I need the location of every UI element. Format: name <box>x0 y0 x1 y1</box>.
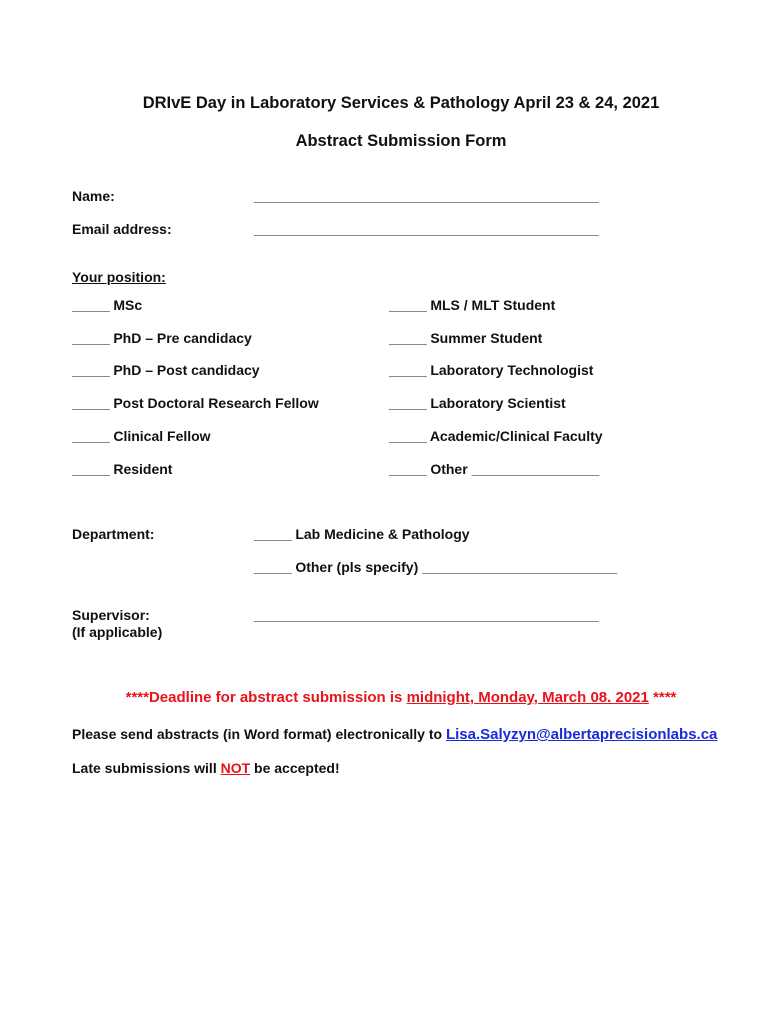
email-label: Email address: <box>72 221 172 237</box>
checkbox-blank[interactable]: _____ <box>389 330 427 346</box>
checkbox-blank[interactable]: _____ <box>389 395 427 411</box>
contact-email-link[interactable]: Lisa.Salyzyn@albertaprecisionlabs.ca <box>445 726 718 743</box>
late-suffix: be accepted! <box>254 760 340 776</box>
form-title: DRIvE Day in Laboratory Services & Pathology April 23 & 24, 2021 <box>142 94 660 112</box>
checkbox-blank[interactable]: _____ <box>72 395 110 411</box>
position-option[interactable] <box>72 362 260 378</box>
option-label: Clinical Fellow <box>113 428 211 444</box>
position-option[interactable] <box>389 461 599 477</box>
position-option[interactable] <box>72 461 172 477</box>
form-subtitle: Abstract Submission Form <box>295 132 507 150</box>
position-option[interactable] <box>72 330 252 346</box>
other-specify-field[interactable]: __________________________ <box>422 559 617 575</box>
option-label: Resident <box>113 461 173 477</box>
option-label: Other (pls specify) <box>295 559 419 575</box>
send-text: Please send abstracts (in Word format) electronically to <box>72 726 443 742</box>
position-option[interactable] <box>389 428 603 444</box>
deadline-prefix: ****Deadline for abstract submission is <box>125 689 403 706</box>
option-label: MLS / MLT Student <box>430 297 556 313</box>
position-option[interactable] <box>389 330 542 346</box>
checkbox-blank[interactable]: _____ <box>72 297 110 313</box>
checkbox-blank[interactable]: _____ <box>72 428 110 444</box>
name-field[interactable]: ______________________________________________ <box>254 188 599 204</box>
send-instructions <box>72 726 717 743</box>
option-label: Academic/Clinical Faculty <box>429 428 603 444</box>
deadline-notice <box>0 689 770 706</box>
position-option[interactable] <box>72 395 319 411</box>
deadline-date: midnight, Monday, March 08. 2021 <box>406 689 649 706</box>
option-label: PhD – Post candidacy <box>113 362 260 378</box>
checkbox-blank[interactable]: _____ <box>72 362 110 378</box>
checkbox-blank[interactable]: _____ <box>72 330 110 346</box>
late-prefix: Late submissions will <box>72 760 217 776</box>
checkbox-blank[interactable]: _____ <box>389 461 427 477</box>
option-label: Lab Medicine & Pathology <box>295 526 470 542</box>
checkbox-blank[interactable]: _____ <box>389 297 427 313</box>
option-label: Post Doctoral Research Fellow <box>113 395 319 411</box>
option-label: Other <box>430 461 468 477</box>
option-label: Laboratory Technologist <box>430 362 594 378</box>
option-label: Summer Student <box>430 330 543 346</box>
checkbox-blank[interactable]: _____ <box>254 526 292 542</box>
position-heading: Your position: <box>72 269 166 285</box>
position-option[interactable] <box>72 297 142 313</box>
position-option[interactable] <box>389 362 593 378</box>
position-option[interactable] <box>389 297 555 313</box>
department-option-other[interactable] <box>254 559 617 575</box>
other-position-field[interactable]: _________________ <box>471 461 599 477</box>
checkbox-blank[interactable]: _____ <box>254 559 292 575</box>
deadline-suffix: **** <box>653 689 677 706</box>
checkbox-blank[interactable]: _____ <box>72 461 110 477</box>
department-option-lab-medicine[interactable] <box>254 526 470 542</box>
option-label: PhD – Pre candidacy <box>113 330 252 346</box>
option-label: MSc <box>113 297 143 313</box>
late-notice <box>72 760 340 776</box>
checkbox-blank[interactable]: _____ <box>389 362 427 378</box>
supervisor-label: Supervisor: <box>72 607 150 623</box>
email-field[interactable]: ______________________________________________ <box>254 221 599 237</box>
supervisor-sublabel: (If applicable) <box>72 624 163 640</box>
checkbox-blank[interactable]: _____ <box>389 428 427 444</box>
option-label: Laboratory Scientist <box>430 395 566 411</box>
name-label: Name: <box>72 188 115 204</box>
position-option[interactable] <box>72 428 211 444</box>
late-not: NOT <box>220 760 251 776</box>
position-option[interactable] <box>389 395 566 411</box>
department-label: Department: <box>72 526 155 542</box>
supervisor-field[interactable]: ______________________________________________ <box>254 607 599 623</box>
